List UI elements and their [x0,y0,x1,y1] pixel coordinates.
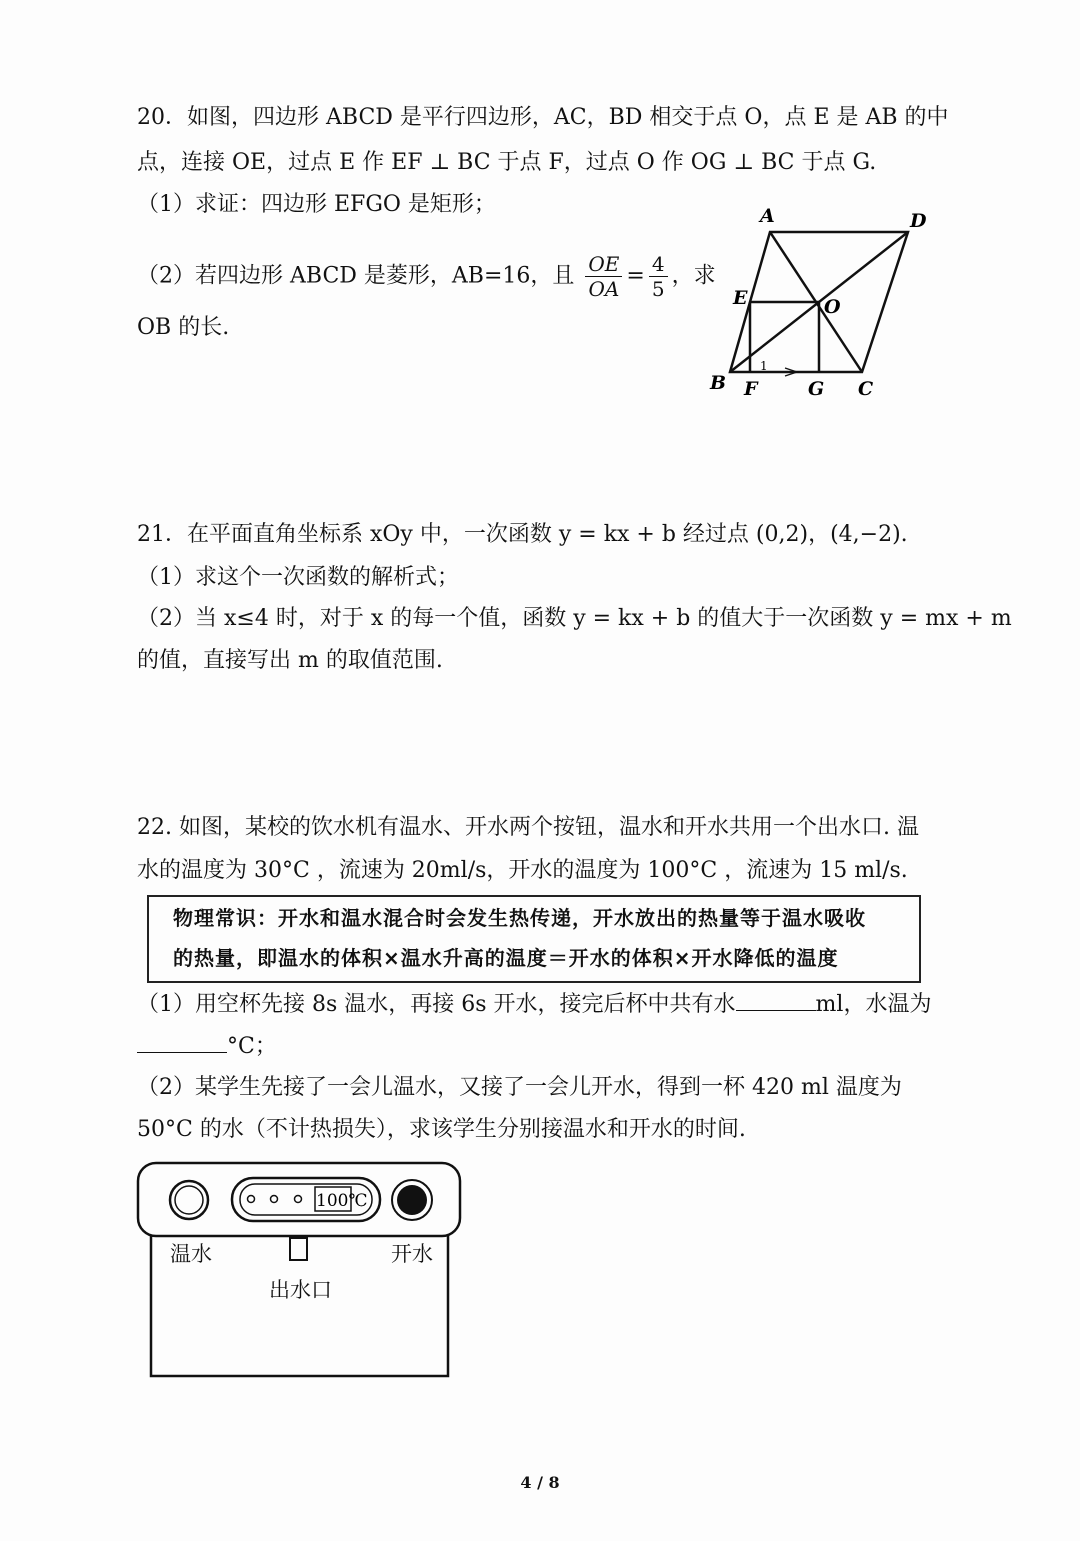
q20-stem-line2: 点，连接 OE，过点 E 作 EF ⊥ BC 于点 F，过点 O 作 OG ⊥ BC 于点 G. [137,150,877,175]
indicator-dot-2 [271,1196,278,1203]
q22-part2-line1: （2）某学生先接了一会儿温水，又接了一会儿开水，得到一杯 420 ml 温度为 [137,1075,902,1100]
q21-stem: 21．在平面直角坐标系 xOy 中，一次函数 y = kx + b 经过点 (0,2)，(4,−2). [137,522,908,547]
label-d: D [910,210,927,232]
q20-part1: （1）求证：四边形 EFGO 是矩形； [137,192,496,217]
mark-1: 1 [760,359,768,373]
q21-part2-line2: 的值，直接写出 m 的取值范围. [137,648,443,673]
label-e: E [733,287,748,309]
water-dispenser-figure [130,1155,470,1385]
q21-part1: （1）求这个一次函数的解析式； [137,565,459,590]
physics-note-box [147,895,921,983]
frac1-numerator: OE [585,252,622,277]
q20-part2-post: ，求 [671,263,716,289]
q22-stem-line1: 22. 如图，某校的饮水机有温水、开水两个按钮，温水和开水共用一个出水口. 温 [137,815,919,840]
frac2-denominator: 5 [651,277,665,301]
label-c: C [858,378,874,400]
q22-part1-line2 [137,1030,277,1062]
label-o: O [824,296,841,318]
q22-part1-unit: °C； [227,1034,277,1059]
physics-note-line2: 的热量，即温水的体积×温水升高的温度＝开水的体积×开水降低的温度 [173,946,839,970]
label-g: G [808,378,825,400]
q20-part2-pre: （2）若四边形 ABCD 是菱形，AB=16，且 [137,263,575,289]
warm-water-label: 温水 [170,1242,212,1266]
q22-part1 [137,988,931,1020]
q22-stem-line2: 水的温度为 30°C ，流速为 20ml/s，开水的温度为 100°C ，流速为 15 ml/s. [137,858,908,883]
indicator-dot-3 [295,1196,302,1203]
answer-blank-temperature[interactable] [137,1030,227,1053]
answer-blank-volume[interactable] [736,988,816,1011]
frac2-numerator: 4 [649,252,668,277]
water-outlet [290,1238,307,1260]
page-number: 4 / 8 [520,1473,560,1492]
indicator-dot-1 [248,1196,255,1203]
frac1-denominator: OA [588,277,620,301]
q20-part2-line2: OB 的长. [137,315,230,340]
q20-equals: = [626,263,645,289]
label-b: B [710,372,727,394]
physics-note-line1: 物理常识：开水和温水混合时会发生热传递，开水放出的热量等于温水吸收 [173,906,866,930]
q21-part2-line1: （2）当 x≤4 时，对于 x 的每一个值，函数 y = kx + b 的值大于一次函数 y = mx + m [137,606,1012,631]
outlet-label: 出水口 [269,1278,332,1302]
label-a: A [760,205,775,227]
q22-part1-text: （1）用空杯先接 8s 温水，再接 6s 开水，接完后杯中共有水 [137,992,736,1017]
hot-water-label: 开水 [391,1242,433,1266]
label-f: F [744,378,758,400]
q20-part2 [137,252,716,301]
q20-fraction-4-5 [649,252,668,301]
q20-stem-line1: 20．如图，四边形 ABCD 是平行四边形，AC，BD 相交于点 O，点 E 是 AB 的中 [137,105,949,130]
q22-part2-line2: 50°C 的水（不计热损失），求该学生分别接温水和开水的时间. [137,1117,746,1142]
display-temperature-text: 100℃ [316,1191,368,1211]
warm-water-button-inner [175,1186,203,1214]
parallelogram-figure [700,200,940,405]
hot-water-button-fill [397,1185,427,1215]
q22-part1-text-b: ml，水温为 [815,992,932,1017]
q20-fraction-oe-oa [585,252,622,301]
